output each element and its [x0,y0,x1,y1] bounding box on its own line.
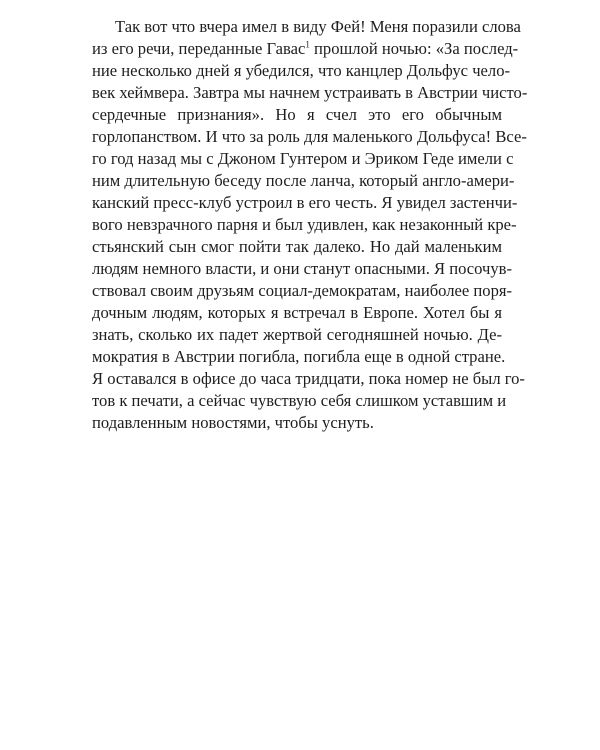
text-line: го год назад мы с Джоном Гунтером и Эриком Геде имели с [92,149,514,168]
text-line: сердечные признания». Но я счел это его обычным [92,105,502,124]
text-line: ствовал своим друзьям социал-демократам, наиболее поря- [92,281,513,300]
text-line: дочным людям, которых я встречал в Европе. Хотел бы я [92,303,502,322]
text-line: людям немного власти, и они станут опасными. Я посочув- [92,259,513,278]
footnote-marker: 1 [305,39,310,50]
text-line: из его речи, переданные Гавас$^1$ прошлой ночью: «За послед- [92,39,519,58]
text-line: тов к печати, а сейчас чувствую себя слишком уставшим и [92,391,507,410]
text-line: ним длительную беседу после ланча, который англо-амери- [92,171,515,190]
text-line: канский пресс-клуб устроил в его честь. Я увидел застенчи- [92,193,518,212]
text-line: ние несколько дней я убедился, что канцлер Дольфус чело- [92,61,511,80]
text-line: Я оставался в офисе до часа тридцати, пока номер не был го- [92,369,525,388]
text-line: вого невзрачного парня и был удивлен, как незаконный кре- [92,215,517,234]
text-line: подавленным новостями, чтобы уснуть. [92,413,374,432]
text-line: знать, сколько их падет жертвой сегодняшней ночью. Де- [92,325,502,344]
text-line: Так вот что вчера имел в виду Фей! Меня поразили слова [115,17,521,36]
text-line: стьянский сын смог пойти так далеко. Но дай маленьким [92,237,502,256]
text-line: век хеймвера. Завтра мы начнем устраивать в Австрии чисто- [92,83,528,102]
text-line: мократия в Австрии погибла, погибла еще в одной стране. [92,347,506,366]
text-line: горлопанством. И что за роль для маленького Дольфуса! Все- [92,127,527,146]
